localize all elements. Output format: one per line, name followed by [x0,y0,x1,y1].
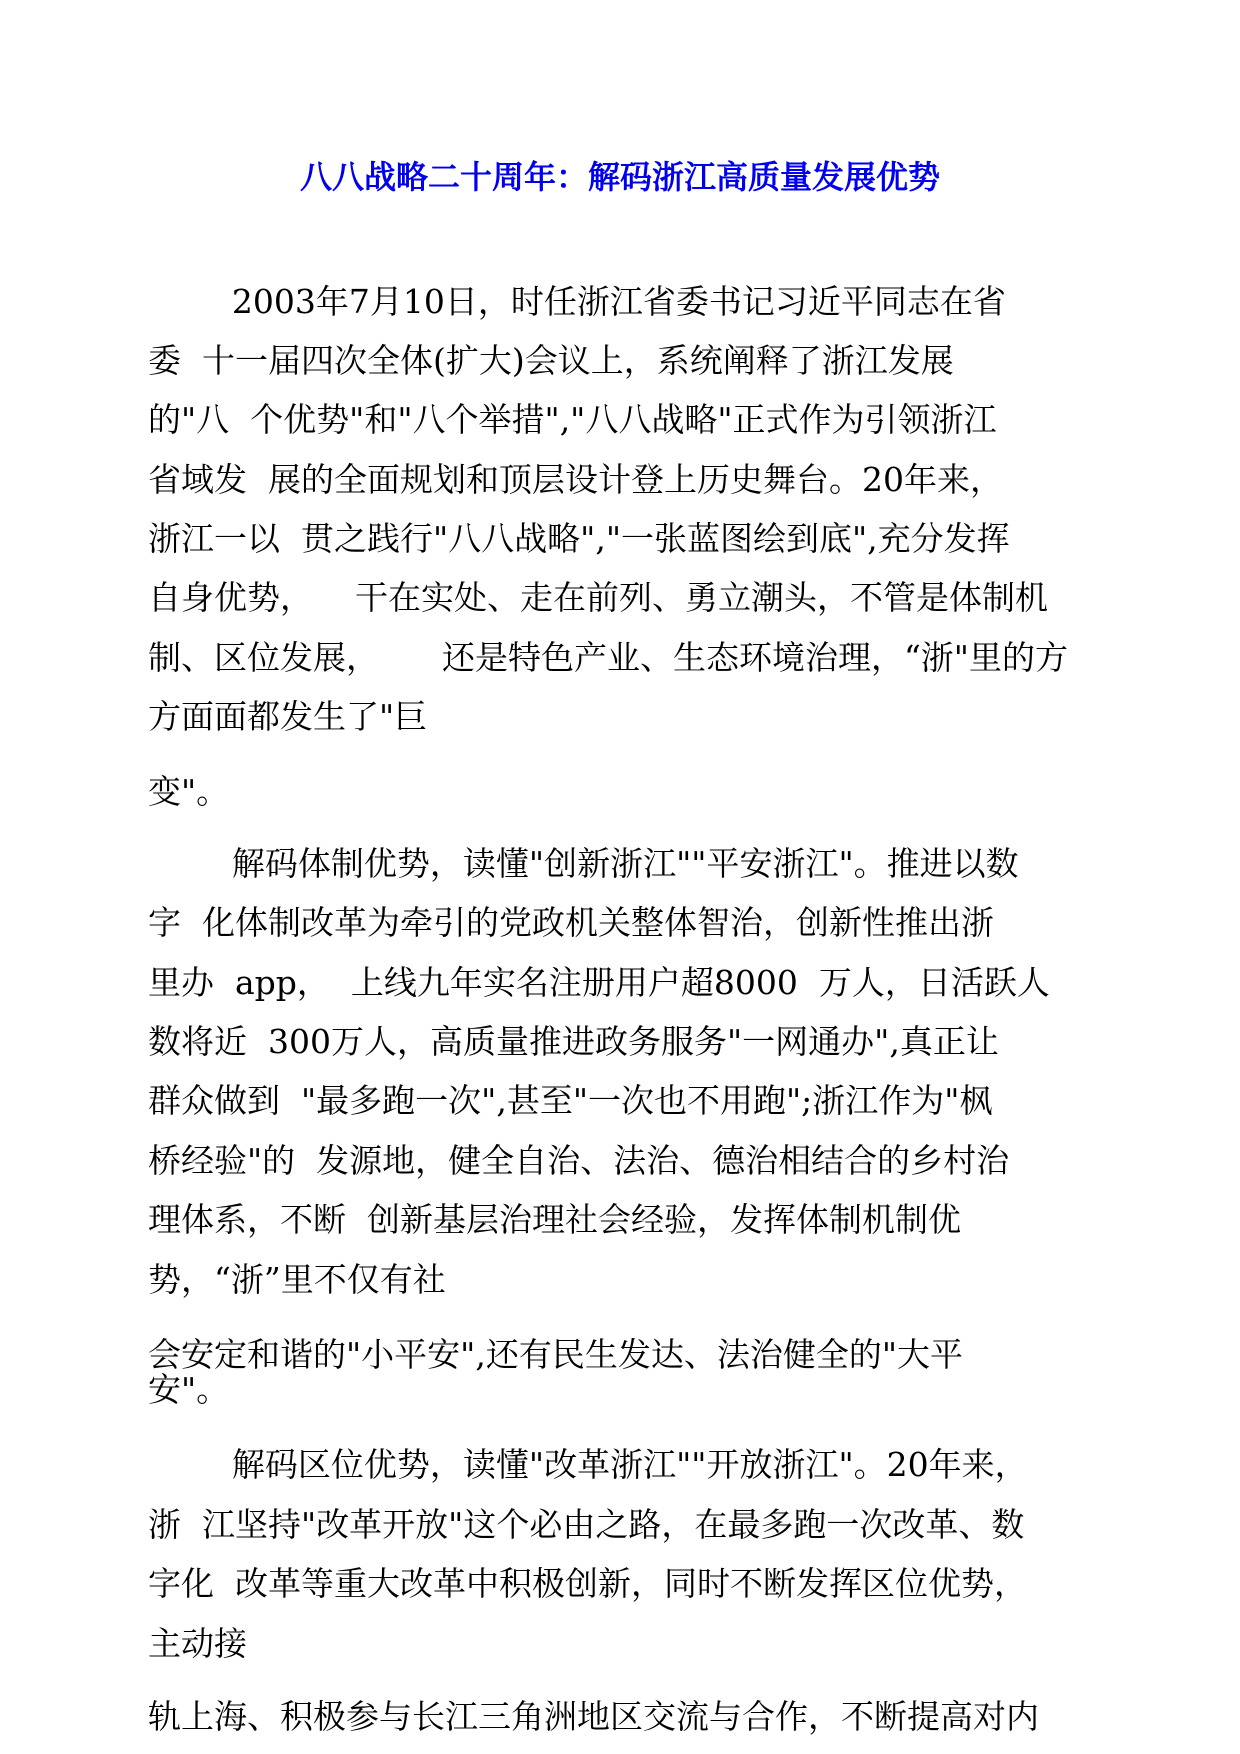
paragraph-3-line-2: 浙 江坚持"改革开放"这个必由之路，在最多跑一次改革、数 [148,1505,1025,1544]
paragraph-1-line-7: 制、区位发展， 还是特色产业、生态环境治理，“浙"里的方 [148,638,1068,677]
paragraph-2-line-8: 势，“浙”里不仅有社 [148,1260,446,1299]
paragraph-2-line-3: 里办 app， 上线九年实名注册用户超8000 万人，日活跃人 [148,963,1050,1002]
paragraph-3-line-5: 轨上海、积极参与长江三角洲地区交流与合作，不断提高对内 [148,1697,1039,1736]
paragraph-2-line-4: 数将近 300万人，高质量推进政务服务"一网通办",真正让 [148,1022,999,1061]
paragraph-1-line-6: 自身优势， 干在实处、走在前列、勇立潮头，不管是体制机 [148,578,1048,617]
paragraph-3-line-3: 字化 改革等重大改革中积极创新，同时不断发挥区位优势， [148,1564,1027,1603]
paragraph-2-line-5: 群众做到 "最多跑一次",甚至"一次也不用跑";浙江作为"枫 [148,1081,993,1120]
paragraph-1-line-3: 的"八 个优势"和"八个举措","八八战略"正式作为引领浙江 [148,400,997,439]
document-title: 八八战略二十周年：解码浙江高质量发展优势 [299,158,940,196]
paragraph-2-line-9: 会安定和谐的"小平安",还有民生发达、法治健全的"大平 [148,1335,964,1374]
paragraph-2-line-2: 字 化体制改革为牵引的党政机关整体智治，创新性推出浙 [148,903,994,942]
paragraph-1-line-1: 2003年7月10日，时任浙江省委书记习近平同志在省 [148,282,1006,321]
paragraph-2-line-10: 安"。 [148,1370,230,1409]
paragraph-3-line-4: 主动接 [148,1624,247,1663]
paragraph-1-line-2: 委 十一届四次全体(扩大)会议上，系统阐释了浙江发展 [148,341,954,380]
paragraph-1-line-4: 省域发 展的全面规划和顶层设计登上历史舞台。20年来， [148,460,1003,499]
paragraph-1-line-9: 变"。 [148,772,230,811]
paragraph-1-line-5: 浙江一以 贯之践行"八八战略","一张蓝图绘到底",充分发挥 [148,519,1010,558]
paragraph-3-line-1: 解码区位优势，读懂"改革浙江""开放浙江"。20年来， [148,1445,1028,1484]
paragraph-2-line-1: 解码体制优势，读懂"创新浙江""平安浙江"。推进以数 [148,844,1019,883]
paragraph-2-line-7: 理体系，不断 创新基层治理社会经验，发挥体制机制优 [148,1200,961,1239]
paragraph-1-line-8: 方面面都发生了"巨 [148,697,428,736]
paragraph-2-line-6: 桥经验"的 发源地，健全自治、法治、德治相结合的乡村治 [148,1141,1010,1180]
